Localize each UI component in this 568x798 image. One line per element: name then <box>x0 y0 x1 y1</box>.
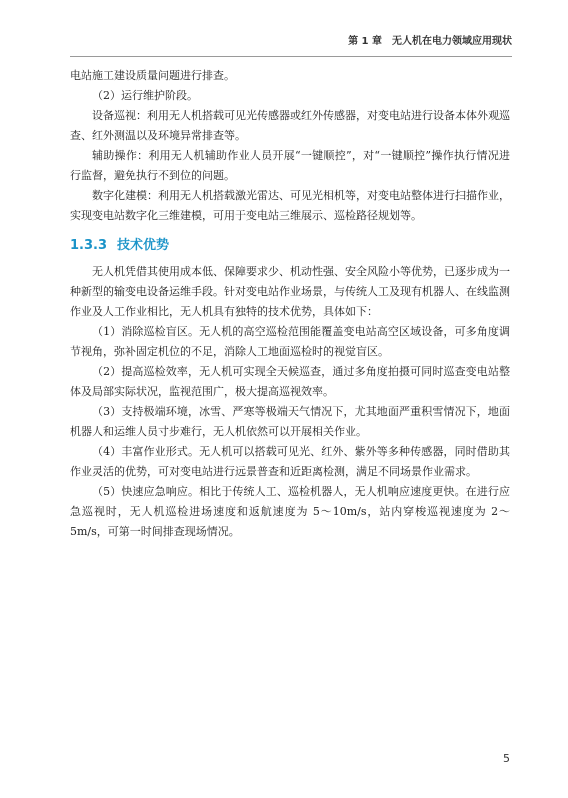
paragraph: 设备巡视：利用无人机搭载可见光传感器或红外传感器，对变电站进行设备本体外观巡查、红外测温以及环境异常排查等。 <box>70 109 510 142</box>
page-number: 5 <box>503 752 510 765</box>
section-title: 技术优势 <box>117 238 170 253</box>
header-divider <box>70 56 512 57</box>
chapter-header: 第 1 章 无人机在电力领域应用现状 <box>348 36 512 47</box>
section-number: 1.3.3 <box>70 238 108 253</box>
paragraph: 电站施工建设质量问题进行排查。 <box>70 69 235 82</box>
paragraph: （2）运行维护阶段。 <box>92 89 198 102</box>
paragraph: 辅助操作：利用无人机辅助作业人员开展“一键顺控”，对“一键顺控”操作执行情况进行监督，避免执行不到位的问题。 <box>70 149 510 182</box>
paragraph: （3）支持极端环境，冰雪、严寒等极端天气情况下，尤其地面严重积雪情况下，地面机器人和运维人员寸步难行，无人机依然可以开展相关作业。 <box>70 405 510 438</box>
page-body <box>70 66 510 542</box>
paragraph: （4）丰富作业形式。无人机可以搭载可见光、红外、紫外等多种传感器，同时借助其作业灵活的优势，可对变电站进行远景普查和近距离检测，满足不同场景作业需求。 <box>70 445 510 478</box>
paragraph: （2）提高巡检效率，无人机可实现全天候巡查，通过多角度拍摄可同时巡查变电站整体及局部实际状况，监视范围广，极大提高巡视效率。 <box>70 365 510 398</box>
section-heading <box>70 236 510 256</box>
paragraph: 无人机凭借其使用成本低、保障要求少、机动性强、安全风险小等优势，已逐步成为一种新型的输变电设备运维手段。针对变电站作业场景，与传统人工及现有机器人、在线监测作业及人工作业相比，无人机具有独特的技术优势，具体如下： <box>70 265 510 318</box>
paragraph: 数字化建模：利用无人机搭载激光雷达、可见光相机等，对变电站整体进行扫描作业，实现变电站数字化三维建模，可用于变电站三维展示、巡检路径规划等。 <box>70 189 510 222</box>
paragraph: （1）消除巡检盲区。无人机的高空巡检范围能覆盖变电站高空区域设备，可多角度调节视角，弥补固定机位的不足，消除人工地面巡检时的视觉盲区。 <box>70 325 510 358</box>
paragraph: （5）快速应急响应。相比于传统人工、巡检机器人，无人机响应速度更快。在进行应急巡视时，无人机巡检进场速度和返航速度为 5～10m/s，站内穿梭巡视速度为 2～5m/s，可第一时间排查现场情况。 <box>70 485 510 538</box>
